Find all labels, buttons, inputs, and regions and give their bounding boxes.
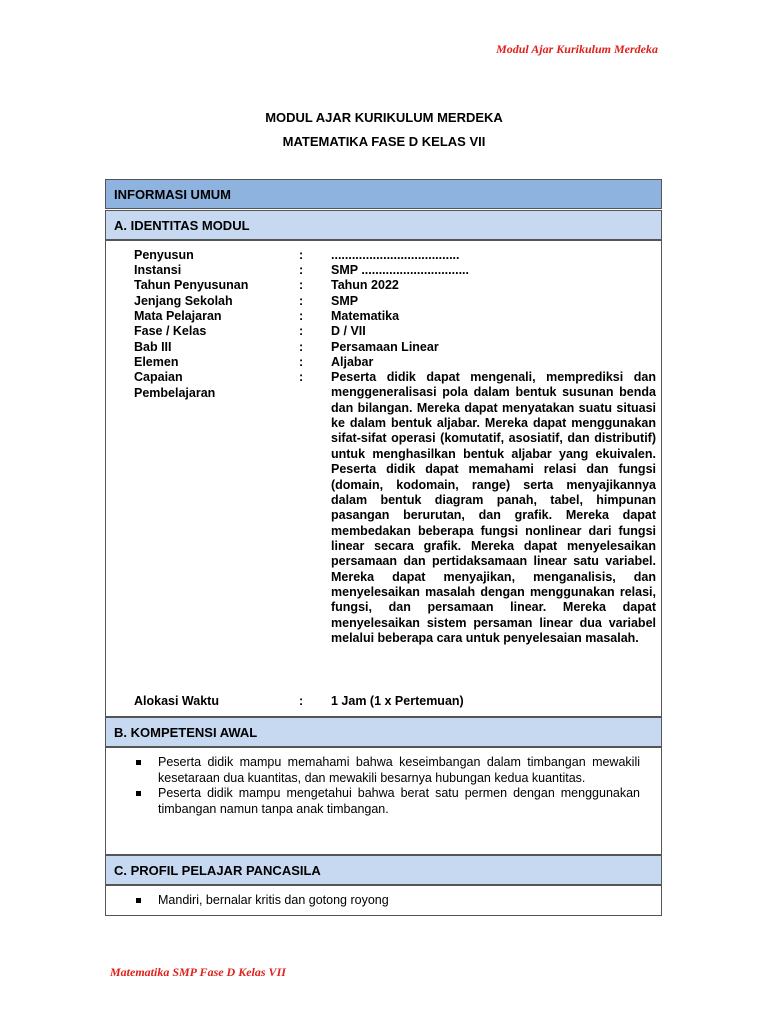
value-instansi: SMP ............................... bbox=[331, 263, 469, 277]
bullet-icon bbox=[136, 791, 141, 796]
label-capaian: Capaian bbox=[134, 370, 183, 384]
kompetensi-list bbox=[134, 755, 640, 817]
label-fase-kelas: Fase / Kelas bbox=[134, 324, 207, 338]
capaian-pembelajaran-text: Peserta didik dapat mengenali, memprediksi dan menggeneralisasi pola dalam bentuk susunan benda dan bilangan. Mereka dapat menyatakan suatu situasi ke dalam bentuk aljabar. Mereka dapat menggunakan sifat-sifat operasi (komutatif, asosiatif, dan distributif) untuk menghasilkan bentuk aljabar yang ekuivalen. Peserta didik dapat memahami relasi dan fungsi (domain, kodomain, range) serta menyajikannya dalam bentuk diagram panah, tabel, himpunan pasangan berurutan, dan grafik. Mereka dapat membedakan beberapa fungsi nonlinear dari fungsi linear secara grafik. Mereka dapat menyelesaikan persamaan dan pertidaksamaan linear satu variabel. Mereka dapat menyajikan, menganalisis, dan menyelesaikan masalah dengan menggunakan relasi, fungsi, dan persamaan linear. Mereka dapat menyelesaikan sistem persaman linear dua variabel melalui beberapa cara untuk penyelesaian masalah. bbox=[331, 370, 656, 646]
document-subtitle: MATEMATIKA FASE D KELAS VII bbox=[282, 134, 486, 149]
label-mata-pelajaran: Mata Pelajaran bbox=[134, 309, 222, 323]
label-tahun-penyusunan: Tahun Penyusunan bbox=[134, 278, 249, 292]
section-identitas-modul: A. IDENTITAS MODUL bbox=[105, 210, 662, 240]
value-bab: Persamaan Linear bbox=[331, 340, 439, 354]
kompetensi-item-text: Peserta didik mampu memahami bahwa keseimbangan dalam timbangan mewakili kesetaraan dua kuantitas, dan mewakili besarnya hubungan kedua kuantitas. bbox=[158, 755, 640, 785]
label-pembelajaran: Pembelajaran bbox=[134, 386, 216, 400]
section-profil-pelajar-pancasila: C. PROFIL PELAJAR PANCASILA bbox=[105, 855, 662, 885]
colon: : bbox=[299, 309, 304, 323]
colon: : bbox=[299, 263, 304, 277]
section-kompetensi-awal: B. KOMPETENSI AWAL bbox=[105, 717, 662, 747]
list-item bbox=[134, 893, 640, 909]
label-alokasi-waktu: Alokasi Waktu bbox=[134, 694, 219, 708]
colon: : bbox=[299, 694, 304, 708]
bullet-icon bbox=[136, 898, 141, 903]
colon: : bbox=[299, 324, 304, 338]
section-informasi-umum: INFORMASI UMUM bbox=[105, 179, 662, 209]
value-elemen: Aljabar bbox=[331, 355, 374, 369]
colon: : bbox=[299, 278, 304, 292]
label-elemen: Elemen bbox=[134, 355, 179, 369]
value-penyusun: ..................................... bbox=[331, 248, 460, 262]
document-title: MODUL AJAR KURIKULUM MERDEKA bbox=[265, 110, 503, 125]
colon: : bbox=[299, 340, 304, 354]
value-jenjang-sekolah: SMP bbox=[331, 294, 359, 308]
colon: : bbox=[299, 355, 304, 369]
profil-list bbox=[134, 893, 640, 909]
label-instansi: Instansi bbox=[134, 263, 182, 277]
value-tahun-penyusunan: Tahun 2022 bbox=[331, 278, 399, 292]
running-header: Modul Ajar Kurikulum Merdeka bbox=[496, 42, 658, 56]
colon: : bbox=[299, 370, 304, 384]
kompetensi-item-text: Peserta didik mampu mengetahui bahwa berat satu permen dengan menggunakan timbangan namun tanpa anak timbangan. bbox=[158, 786, 640, 816]
colon: : bbox=[299, 294, 304, 308]
running-footer: Matematika SMP Fase D Kelas VII bbox=[110, 965, 286, 979]
list-item bbox=[134, 755, 640, 786]
label-bab: Bab III bbox=[134, 340, 172, 354]
label-jenjang-sekolah: Jenjang Sekolah bbox=[134, 294, 233, 308]
list-item bbox=[134, 786, 640, 817]
profil-item-text: Mandiri, bernalar kritis dan gotong royong bbox=[158, 893, 389, 907]
label-penyusun: Penyusun bbox=[134, 248, 194, 262]
value-alokasi-waktu: 1 Jam (1 x Pertemuan) bbox=[331, 694, 464, 708]
value-mata-pelajaran: Matematika bbox=[331, 309, 400, 323]
value-fase-kelas: D / VII bbox=[331, 324, 366, 338]
bullet-icon bbox=[136, 760, 141, 765]
colon: : bbox=[299, 248, 304, 262]
